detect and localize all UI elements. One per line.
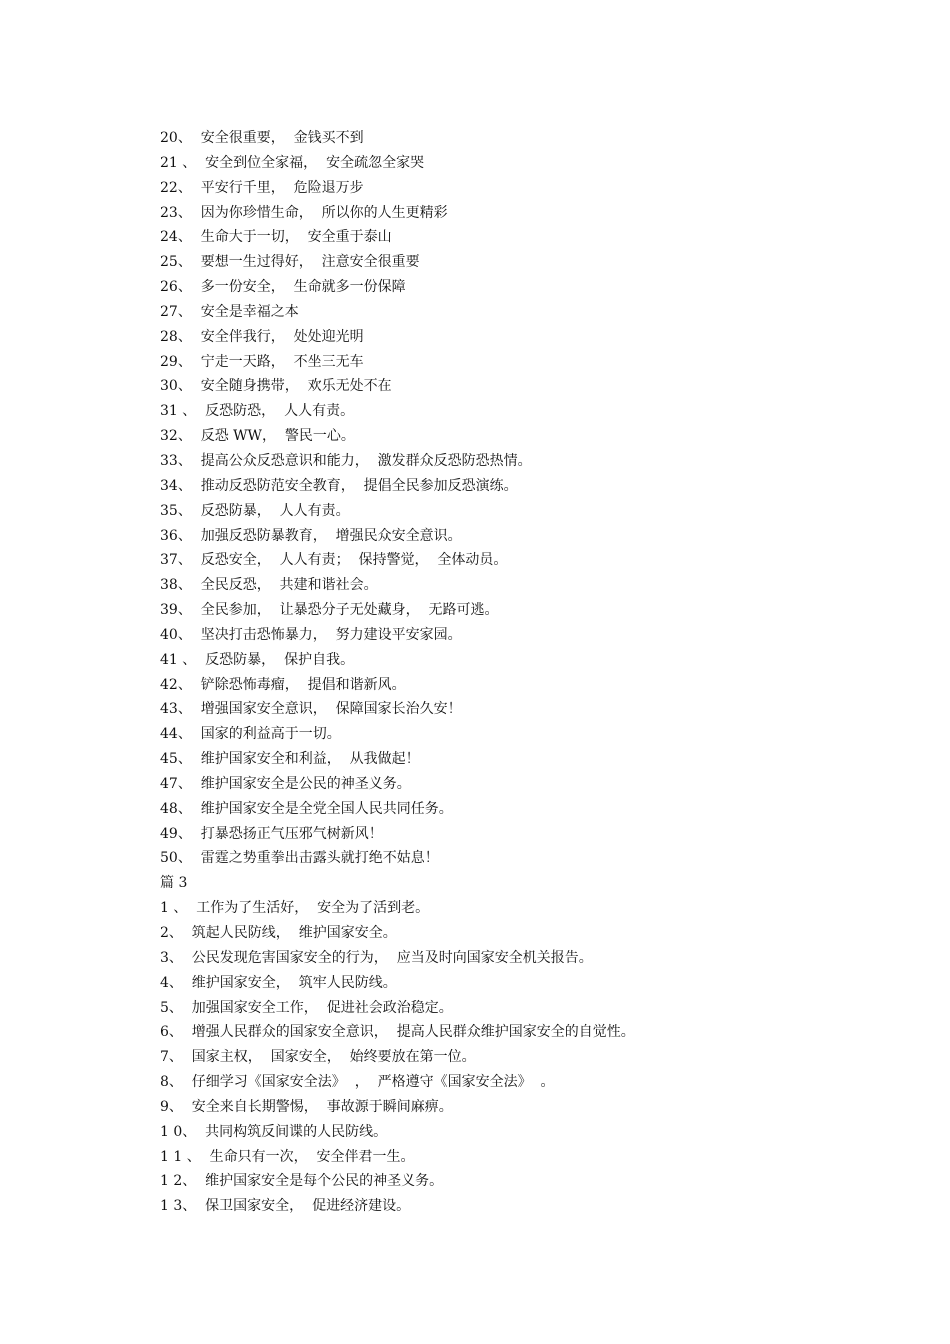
list-item: 48、 维护国家安全是全党全国人民共同任务。 xyxy=(160,800,453,817)
list-item: 40、 坚决打击恐怖暴力， 努力建设平安家园。 xyxy=(160,626,462,643)
list-item: 38、 全民反恐， 共建和谐社会。 xyxy=(160,577,378,594)
list-item: 25、 要想一生过得好， 注意安全很重要 xyxy=(160,254,420,271)
list-item: 34、 推动反恐防范安全教育， 提倡全民参加反恐演练。 xyxy=(160,477,518,494)
list-item: 44、 国家的利益高于一切。 xyxy=(160,726,341,743)
list-item: 41 、 反恐防暴， 保护自我。 xyxy=(160,651,355,668)
list-item: 21 、 安全到位全家福， 安全疏忽全家哭 xyxy=(160,154,425,171)
section-heading: 篇 3 xyxy=(160,875,188,892)
list-item: 39、 全民参加， 让暴恐分子无处藏身， 无路可逃。 xyxy=(160,602,499,619)
list-item: 1 1 、 生命只有一次， 安全伴君一生。 xyxy=(160,1148,415,1165)
list-item: 50、 雷霆之势重拳出击露头就打绝不姑息！ xyxy=(160,850,439,867)
list-item: 9、 安全来自长期警惕， 事故源于瞬间麻痹。 xyxy=(160,1098,453,1115)
list-item: 28、 安全伴我行， 处处迎光明 xyxy=(160,328,364,345)
list-item: 1 2、 维护国家安全是每个公民的神圣义务。 xyxy=(160,1173,444,1190)
list-item: 1 0、 共同构筑反间谍的人民防线。 xyxy=(160,1123,388,1140)
list-item: 1 、 工作为了生活好， 安全为了活到老。 xyxy=(160,900,430,917)
list-item: 33、 提高公众反恐意识和能力， 激发群众反恐防恐热情。 xyxy=(160,452,532,469)
list-item: 3、 公民发现危害国家安全的行为， 应当及时向国家安全机关报告。 xyxy=(160,949,593,966)
list-item: 22、 平安行千里， 危险退万步 xyxy=(160,179,364,196)
list-item: 43、 增强国家安全意识， 保障国家长治久安！ xyxy=(160,701,462,718)
list-item: 42、 铲除恐怖毒瘤， 提倡和谐新风。 xyxy=(160,676,406,693)
list-item: 1 3、 保卫国家安全， 促进经济建设。 xyxy=(160,1198,411,1215)
list-item: 31 、 反恐防恐， 人人有责。 xyxy=(160,403,355,420)
list-item: 49、 打暴恐扬正气压邪气树新风！ xyxy=(160,825,383,842)
list-item: 6、 增强人民群众的国家安全意识， 提高人民群众维护国家安全的自觉性。 xyxy=(160,1024,635,1041)
list-item: 35、 反恐防暴， 人人有责。 xyxy=(160,502,350,519)
list-item: 2、 筑起人民防线， 维护国家安全。 xyxy=(160,925,397,941)
list-item: 23、 因为你珍惜生命， 所以你的人生更精彩 xyxy=(160,204,448,221)
list-item: 5、 加强国家安全工作， 促进社会政治稳定。 xyxy=(160,999,453,1016)
list-item: 36、 加强反恐防暴教育， 增强民众安全意识。 xyxy=(160,527,462,544)
list-item: 8、 仔细学习《国家安全法》 ， 严格遵守《国家安全法》 。 xyxy=(160,1074,555,1091)
list-item: 29、 宁走一天路， 不坐三无车 xyxy=(160,353,364,370)
list-item: 30、 安全随身携带， 欢乐无处不在 xyxy=(160,378,392,395)
list-item: 47、 维护国家安全是公民的神圣义务。 xyxy=(160,775,411,792)
list-item: 45、 维护国家安全和利益， 从我做起！ xyxy=(160,751,420,768)
list-item: 4、 维护国家安全， 筑牢人民防线。 xyxy=(160,974,397,991)
slogan-list xyxy=(160,126,880,1219)
list-item: 20、 安全很重要， 金钱买不到 xyxy=(160,130,364,146)
list-item: 26、 多一份安全， 生命就多一份保障 xyxy=(160,279,406,296)
list-item: 7、 国家主权， 国家安全， 始终要放在第一位。 xyxy=(160,1049,476,1066)
list-item: 24、 生命大于一切， 安全重于泰山 xyxy=(160,229,392,246)
list-item: 27、 安全是幸福之本 xyxy=(160,303,299,320)
list-item: 32、 反恐 WW， 警民一心。 xyxy=(160,428,355,445)
list-item: 37、 反恐安全， 人人有责； 保持警觉， 全体动员。 xyxy=(160,552,508,569)
